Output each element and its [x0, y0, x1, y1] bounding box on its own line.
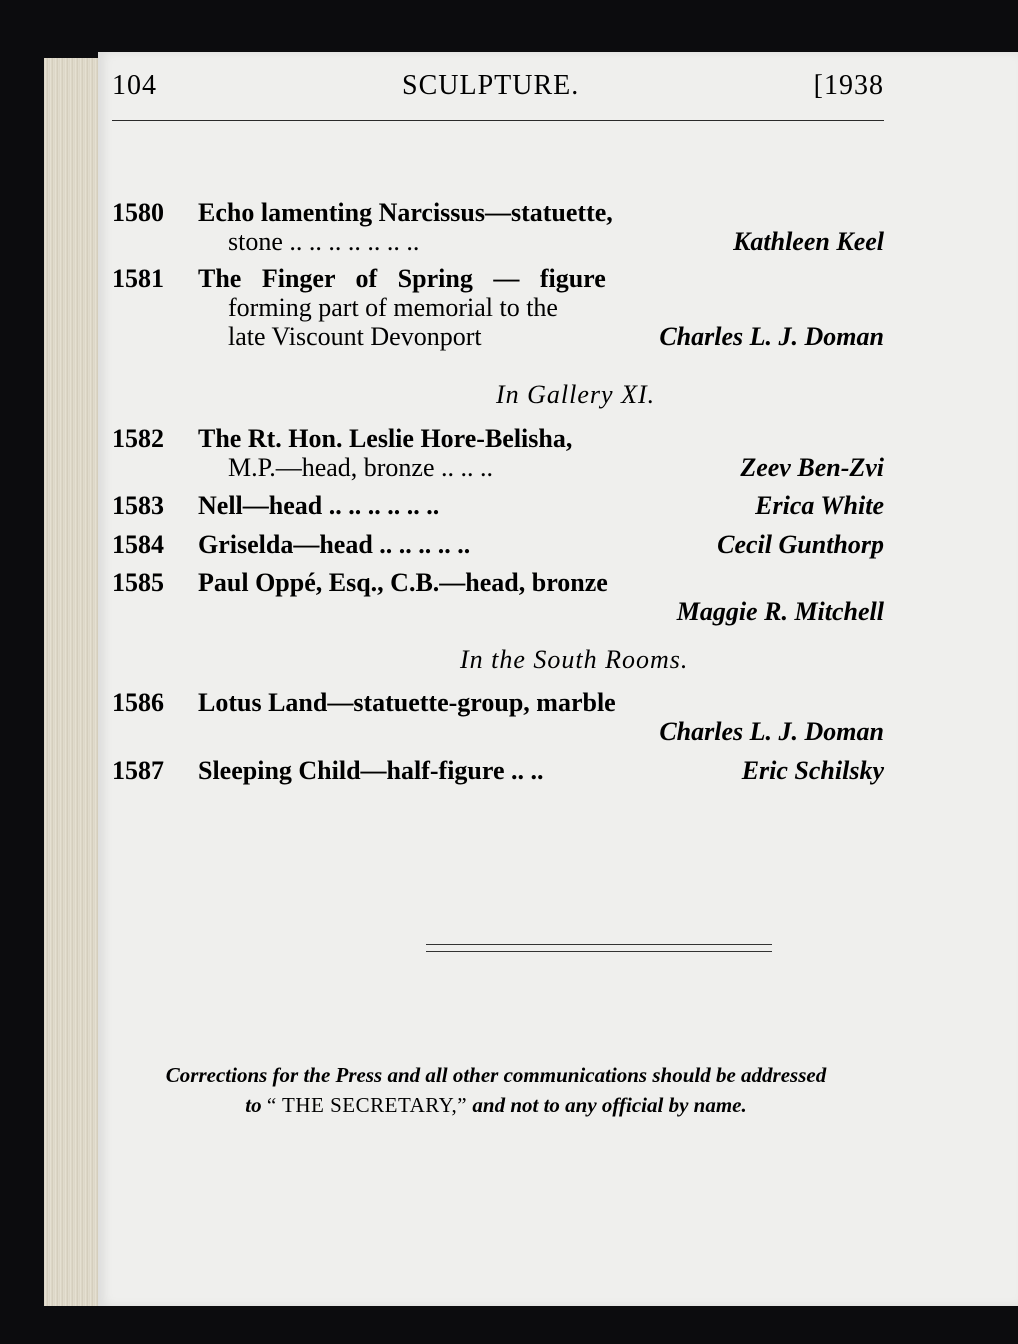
entry-detail: M.P.—head, bronze .. .. ..: [228, 453, 494, 482]
entry-number: 1583: [112, 491, 164, 520]
entry-artist: Charles L. J. Doman: [659, 717, 884, 746]
entry-number: 1584: [112, 530, 164, 559]
entry-detail: forming part of memorial to the: [228, 293, 558, 322]
entry-title: The Rt. Hon. Leslie Hore-Belisha,: [198, 424, 573, 453]
entry-detail: late Viscount Devonport: [228, 322, 482, 351]
entry-number: 1587: [112, 756, 164, 785]
catalogue-entry: [112, 424, 884, 484]
catalogue-entry: [112, 198, 884, 258]
entry-title: Paul Oppé, Esq., C.B.—head, bronze: [198, 568, 608, 597]
footer-prefix: to: [245, 1093, 262, 1117]
page-number: 104: [112, 70, 157, 101]
entry-number: 1585: [112, 568, 164, 597]
entry-number: 1581: [112, 264, 164, 293]
entry-title: Griselda—head .. .. .. .. ..: [198, 530, 471, 559]
page-year: [1938: [813, 70, 884, 101]
entry-artist: Kathleen Keel: [733, 227, 884, 256]
catalogue-entry: [112, 264, 884, 354]
footer-suffix: and not to any official by name.: [472, 1093, 747, 1117]
catalogue-entry: [112, 491, 884, 521]
entry-title: Echo lamenting Narcissus—statuette,: [198, 198, 613, 227]
footer-line-1: Corrections for the Press and all other communications should be addressed: [165, 1063, 827, 1087]
catalogue-entry: [112, 530, 884, 560]
entry-title: Nell—head .. .. .. .. .. ..: [198, 491, 440, 520]
footer-secretary: “ THE SECRETARY,”: [266, 1093, 468, 1117]
entry-detail: stone .. .. .. .. .. .. ..: [228, 227, 420, 256]
entry-number: 1582: [112, 424, 164, 453]
entry-artist: Eric Schilsky: [741, 756, 884, 785]
catalogue-entry: [112, 756, 884, 786]
gallery-heading: In the South Rooms.: [460, 645, 689, 674]
entry-number: 1580: [112, 198, 164, 227]
header-rule: [112, 120, 884, 121]
catalogue-entry: [112, 688, 884, 748]
page-header: [112, 70, 884, 110]
entry-artist: Erica White: [755, 491, 884, 520]
entry-artist: Cecil Gunthorp: [717, 530, 884, 559]
catalogue-entry: [112, 568, 884, 628]
section-double-rule: [426, 944, 772, 952]
entry-artist: Maggie R. Mitchell: [676, 597, 884, 626]
footer-line-2: [108, 1090, 884, 1120]
entry-title: Lotus Land—statuette-group, marble: [198, 688, 616, 717]
entry-artist: Charles L. J. Doman: [659, 322, 884, 351]
footer-note: [108, 1060, 884, 1120]
gallery-heading: In Gallery XI.: [496, 380, 656, 409]
entry-number: 1586: [112, 688, 164, 717]
entry-title: Sleeping Child—half-figure .. ..: [198, 756, 544, 785]
entry-artist: Zeev Ben-Zvi: [740, 453, 884, 482]
page-title: SCULPTURE.: [402, 70, 580, 101]
entry-title: The Finger of Spring — figure: [198, 264, 606, 293]
